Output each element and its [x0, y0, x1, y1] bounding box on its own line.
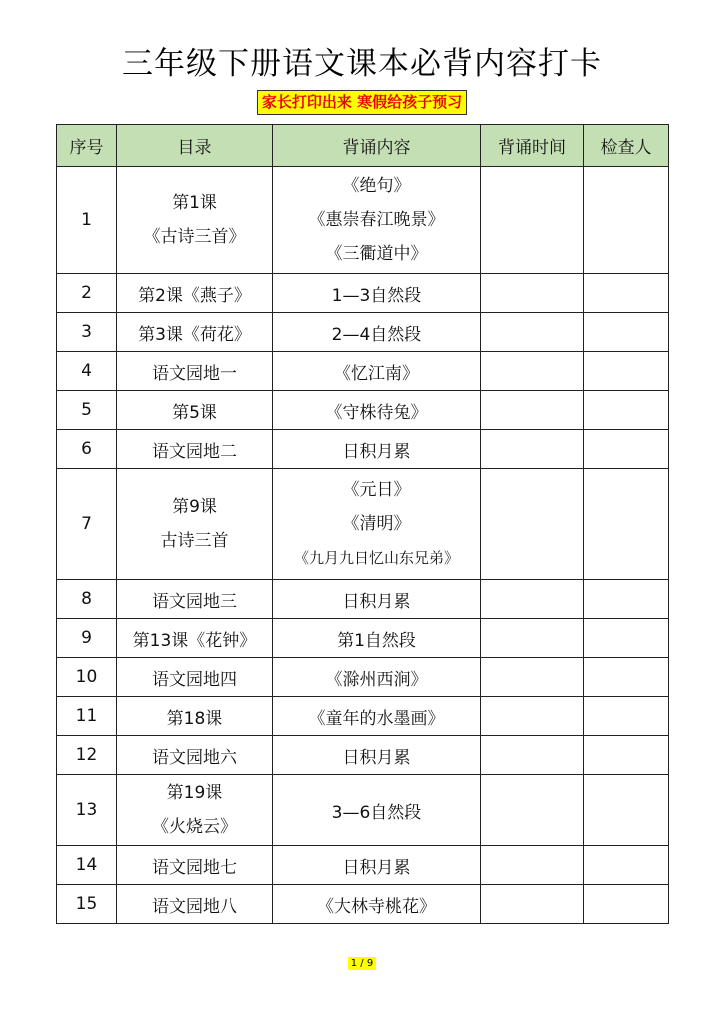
- row-number: 7: [57, 469, 117, 580]
- row-directory: 语文园地二: [117, 430, 273, 469]
- row-directory: 第18课: [117, 697, 273, 736]
- row-number: 6: [57, 430, 117, 469]
- row-content: 日积月累: [273, 736, 481, 775]
- row-directory: 语文园地六: [117, 736, 273, 775]
- table-row: [57, 697, 669, 736]
- row-number: 13: [57, 775, 117, 846]
- row-content-line: 《惠崇春江晚景》: [308, 210, 445, 230]
- checker-cell[interactable]: [584, 619, 669, 658]
- recite-time-cell[interactable]: [481, 391, 584, 430]
- table-row: [57, 580, 669, 619]
- row-number: 5: [57, 391, 117, 430]
- table-row: [57, 274, 669, 313]
- table-row: [57, 352, 669, 391]
- row-number: 14: [57, 846, 117, 885]
- row-content: 《守株待兔》: [273, 391, 481, 430]
- checker-cell[interactable]: [584, 167, 669, 274]
- checker-cell[interactable]: [584, 736, 669, 775]
- row-content: 日积月累: [273, 580, 481, 619]
- row-directory: 语文园地七: [117, 846, 273, 885]
- recite-time-cell[interactable]: [481, 697, 584, 736]
- page-number-wrapper: [0, 951, 724, 970]
- header-number: 序号: [57, 125, 117, 167]
- row-content: 2—4自然段: [273, 313, 481, 352]
- row-directory: 第13课《花钟》: [117, 619, 273, 658]
- recite-time-cell[interactable]: [481, 313, 584, 352]
- recite-time-cell[interactable]: [481, 775, 584, 846]
- row-content: 《大林寺桃花》: [273, 885, 481, 924]
- recite-time-cell[interactable]: [481, 736, 584, 775]
- row-number: 2: [57, 274, 117, 313]
- page-number: 1 / 9: [348, 957, 376, 970]
- table-row: [57, 775, 669, 846]
- row-directory: 第3课《荷花》: [117, 313, 273, 352]
- row-number: 10: [57, 658, 117, 697]
- header-directory: 目录: [117, 125, 273, 167]
- checker-cell[interactable]: [584, 352, 669, 391]
- table-row: [57, 885, 669, 924]
- row-content-line: 《元日》: [342, 480, 411, 500]
- row-directory: 语文园地八: [117, 885, 273, 924]
- checker-cell[interactable]: [584, 846, 669, 885]
- recite-time-cell[interactable]: [481, 580, 584, 619]
- row-directory: 第5课: [117, 391, 273, 430]
- table-row: [57, 469, 669, 580]
- recite-time-cell[interactable]: [481, 619, 584, 658]
- row-directory: 第2课《燕子》: [117, 274, 273, 313]
- checker-cell[interactable]: [584, 430, 669, 469]
- row-content: 《滁州西涧》: [273, 658, 481, 697]
- row-content: [273, 167, 481, 274]
- recite-time-cell[interactable]: [481, 885, 584, 924]
- row-directory: 语文园地四: [117, 658, 273, 697]
- header-recite-time: 背诵时间: [481, 125, 584, 167]
- row-number: 11: [57, 697, 117, 736]
- checker-cell[interactable]: [584, 885, 669, 924]
- row-directory: [117, 167, 273, 274]
- table-row: [57, 736, 669, 775]
- table-row: [57, 846, 669, 885]
- subtitle-wrapper: [0, 90, 724, 115]
- recitation-checklist-table: [56, 124, 669, 924]
- row-directory-line: 第9课: [172, 497, 217, 517]
- recite-time-cell[interactable]: [481, 167, 584, 274]
- checker-cell[interactable]: [584, 469, 669, 580]
- table-row: [57, 313, 669, 352]
- recite-time-cell[interactable]: [481, 430, 584, 469]
- row-directory-line: 《古诗三首》: [143, 227, 246, 247]
- row-directory-line: 《火烧云》: [152, 817, 237, 837]
- row-number: 8: [57, 580, 117, 619]
- row-content: 《童年的水墨画》: [273, 697, 481, 736]
- checker-cell[interactable]: [584, 313, 669, 352]
- row-number: 12: [57, 736, 117, 775]
- page-title: 三年级下册语文课本必背内容打卡: [122, 46, 602, 82]
- row-number: 3: [57, 313, 117, 352]
- checker-cell[interactable]: [584, 274, 669, 313]
- checker-cell[interactable]: [584, 658, 669, 697]
- header-checker: 检查人: [584, 125, 669, 167]
- row-content: 《忆江南》: [273, 352, 481, 391]
- subtitle-banner: 家长打印出来 寒假给孩子预习: [257, 90, 467, 115]
- row-content-line: 《三衢道中》: [325, 244, 428, 264]
- row-directory: 语文园地三: [117, 580, 273, 619]
- checker-cell[interactable]: [584, 580, 669, 619]
- row-directory: 语文园地一: [117, 352, 273, 391]
- row-number: 1: [57, 167, 117, 274]
- recite-time-cell[interactable]: [481, 274, 584, 313]
- table-row: [57, 430, 669, 469]
- checker-cell[interactable]: [584, 391, 669, 430]
- row-number: 15: [57, 885, 117, 924]
- checker-cell[interactable]: [584, 775, 669, 846]
- table-row: [57, 658, 669, 697]
- recite-time-cell[interactable]: [481, 846, 584, 885]
- checker-cell[interactable]: [584, 697, 669, 736]
- row-content: 日积月累: [273, 430, 481, 469]
- row-directory: [117, 775, 273, 846]
- table-row: [57, 619, 669, 658]
- row-content: [273, 469, 481, 580]
- recite-time-cell[interactable]: [481, 352, 584, 391]
- row-content-line: 《清明》: [342, 514, 411, 534]
- row-directory-line: 第19课: [166, 783, 223, 803]
- row-content-line: 《绝句》: [342, 176, 411, 196]
- row-content: 第1自然段: [273, 619, 481, 658]
- row-content-line: 《九月九日忆山东兄弟》: [293, 549, 459, 567]
- row-directory-line: 第1课: [172, 193, 217, 213]
- row-number: 4: [57, 352, 117, 391]
- table-header-row: [57, 125, 669, 167]
- row-content: 1—3自然段: [273, 274, 481, 313]
- header-content: 背诵内容: [273, 125, 481, 167]
- row-directory: [117, 469, 273, 580]
- table-row: [57, 167, 669, 274]
- row-directory-line: 古诗三首: [160, 531, 229, 551]
- table-row: [57, 391, 669, 430]
- recite-time-cell[interactable]: [481, 658, 584, 697]
- row-content: 3—6自然段: [273, 775, 481, 846]
- row-number: 9: [57, 619, 117, 658]
- row-content: 日积月累: [273, 846, 481, 885]
- recite-time-cell[interactable]: [481, 469, 584, 580]
